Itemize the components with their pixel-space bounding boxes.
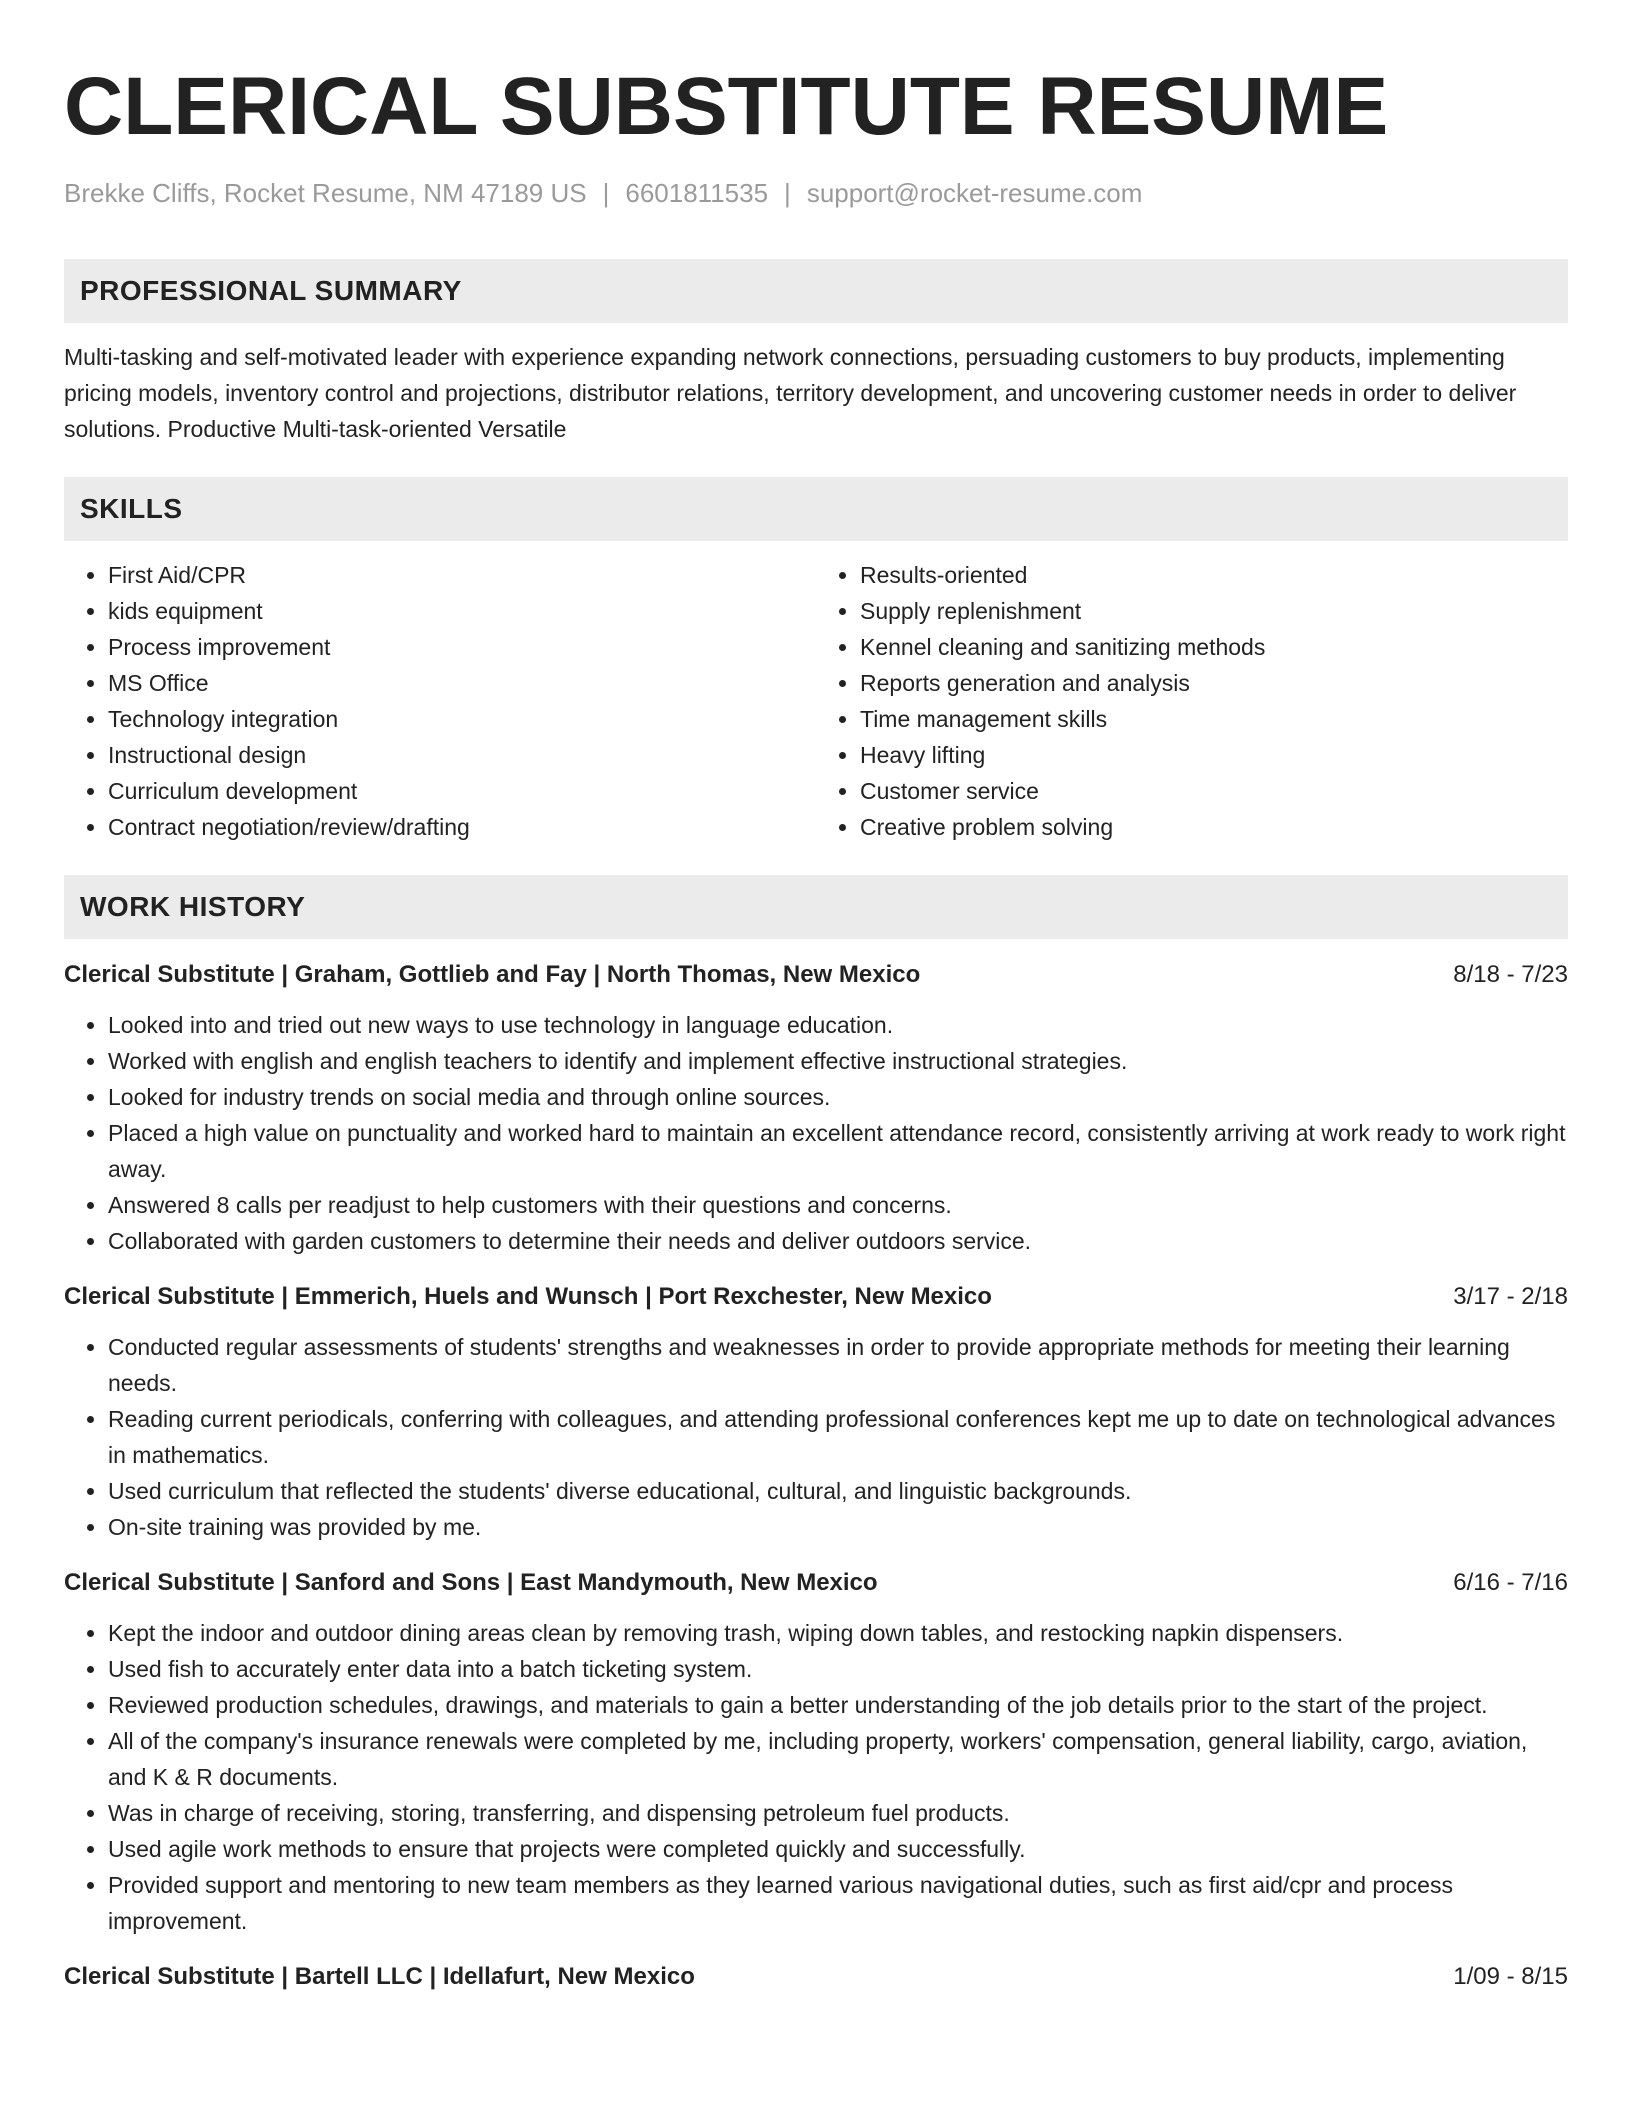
job-bullet: • Used fish to accurately enter data into a batch ticketing system.	[108, 1651, 1568, 1687]
skill-item: • MS Office	[108, 665, 816, 701]
job-header	[64, 1279, 1568, 1315]
job-bullet: • Reading current periodicals, conferring with colleagues, and attending professional conferences kept me up to date on technological advances in mathematics.	[108, 1401, 1568, 1473]
job-entry	[64, 1959, 1568, 1995]
skill-item: • Time management skills	[860, 701, 1568, 737]
job-bullet: • Provided support and mentoring to new team members as they learned various navigational duties, such as first aid/cpr and process improvement.	[108, 1867, 1568, 1939]
skills-column-right	[816, 557, 1568, 845]
job-entry	[64, 1279, 1568, 1545]
contact-separator: |	[784, 178, 791, 208]
work-history-section	[64, 875, 1568, 1995]
job-dates: 3/17 - 2/18	[1453, 1283, 1568, 1310]
job-bullet: • On-site training was provided by me.	[108, 1509, 1568, 1545]
skills-grid	[64, 557, 1568, 845]
job-bullets	[64, 1615, 1568, 1939]
skill-item: • Kennel cleaning and sanitizing methods	[860, 629, 1568, 665]
skill-item: • Instructional design	[108, 737, 816, 773]
skill-item: • Curriculum development	[108, 773, 816, 809]
job-header	[64, 957, 1568, 993]
work-history-heading: WORK HISTORY	[64, 875, 1568, 939]
skill-item: • Reports generation and analysis	[860, 665, 1568, 701]
summary-text: Multi-tasking and self-motivated leader with experience expanding network connections, persuading customers to buy products, implementing pricing models, inventory control and projections, distributor relations, territory development, and uncovering customer needs in order to deliver solutions. Productive Multi-task-oriented Versatile	[64, 344, 1517, 442]
skills-column-left	[64, 557, 816, 845]
contact-email: support@rocket-resume.com	[806, 178, 1143, 208]
job-entry	[64, 1565, 1568, 1939]
skill-item: • Customer service	[860, 773, 1568, 809]
job-bullet: • Used agile work methods to ensure that projects were completed quickly and successfully.	[108, 1831, 1568, 1867]
job-entry	[64, 957, 1568, 1259]
skill-item: • Contract negotiation/review/drafting	[108, 809, 816, 845]
job-header	[64, 1565, 1568, 1601]
job-bullet: • Conducted regular assessments of students' strengths and weaknesses in order to provide appropriate methods for meeting their learning needs.	[108, 1329, 1568, 1401]
skill-item: • Supply replenishment	[860, 593, 1568, 629]
skill-item: • Heavy lifting	[860, 737, 1568, 773]
job-bullet: • Worked with english and english teachers to identify and implement effective instructional strategies.	[108, 1043, 1568, 1079]
job-title: Clerical Substitute | Bartell LLC | Idellafurt, New Mexico	[64, 1963, 695, 1990]
contact-address: Brekke Cliffs, Rocket Resume, NM 47189 US	[64, 178, 587, 208]
skill-item: • Results-oriented	[860, 557, 1568, 593]
job-title: Clerical Substitute | Graham, Gottlieb and Fay | North Thomas, New Mexico	[64, 961, 921, 988]
job-bullet: • Used curriculum that reflected the students' diverse educational, cultural, and linguistic backgrounds.	[108, 1473, 1568, 1509]
job-bullet: • Was in charge of receiving, storing, transferring, and dispensing petroleum fuel products.	[108, 1795, 1568, 1831]
job-bullets	[64, 1007, 1568, 1259]
contact-separator: |	[602, 178, 610, 208]
resume-title: CLERICAL SUBSTITUTE RESUME	[64, 61, 1389, 152]
skills-section	[64, 477, 1568, 845]
job-title: Clerical Substitute | Emmerich, Huels and Wunsch | Port Rexchester, New Mexico	[64, 1283, 992, 1310]
job-bullets	[64, 1329, 1568, 1545]
skill-item: • Creative problem solving	[860, 809, 1568, 845]
skill-item: • Technology integration	[108, 701, 816, 737]
skill-item: • Process improvement	[108, 629, 816, 665]
contact-line	[64, 178, 1568, 209]
job-dates: 8/18 - 7/23	[1453, 961, 1568, 988]
skill-item: • kids equipment	[108, 593, 816, 629]
job-bullet: • Looked for industry trends on social media and through online sources.	[108, 1079, 1568, 1115]
job-dates: 6/16 - 7/16	[1453, 1569, 1568, 1596]
job-bullet: • Answered 8 calls per readjust to help customers with their questions and concerns.	[108, 1187, 1568, 1223]
summary-heading: PROFESSIONAL SUMMARY	[64, 259, 1568, 323]
job-header	[64, 1959, 1568, 1995]
skill-item: • First Aid/CPR	[108, 557, 816, 593]
contact-phone: 6601811535	[625, 178, 769, 208]
skills-heading: SKILLS	[64, 477, 1568, 541]
job-bullet: • Kept the indoor and outdoor dining areas clean by removing trash, wiping down tables, and restocking napkin dispensers.	[108, 1615, 1568, 1651]
job-bullet: • Collaborated with garden customers to determine their needs and deliver outdoors service.	[108, 1223, 1568, 1259]
job-bullet: • Reviewed production schedules, drawings, and materials to gain a better understanding of the job details prior to the start of the project.	[108, 1687, 1568, 1723]
job-bullet: • Placed a high value on punctuality and worked hard to maintain an excellent attendance record, consistently arriving at work ready to work right away.	[108, 1115, 1568, 1187]
job-dates: 1/09 - 8/15	[1453, 1963, 1568, 1990]
job-bullet: • All of the company's insurance renewals were completed by me, including property, workers' compensation, general liability, cargo, aviation, and K & R documents.	[108, 1723, 1568, 1795]
job-bullet: • Looked into and tried out new ways to use technology in language education.	[108, 1007, 1568, 1043]
job-title: Clerical Substitute | Sanford and Sons | East Mandymouth, New Mexico	[64, 1569, 878, 1596]
summary-section	[64, 259, 1568, 447]
